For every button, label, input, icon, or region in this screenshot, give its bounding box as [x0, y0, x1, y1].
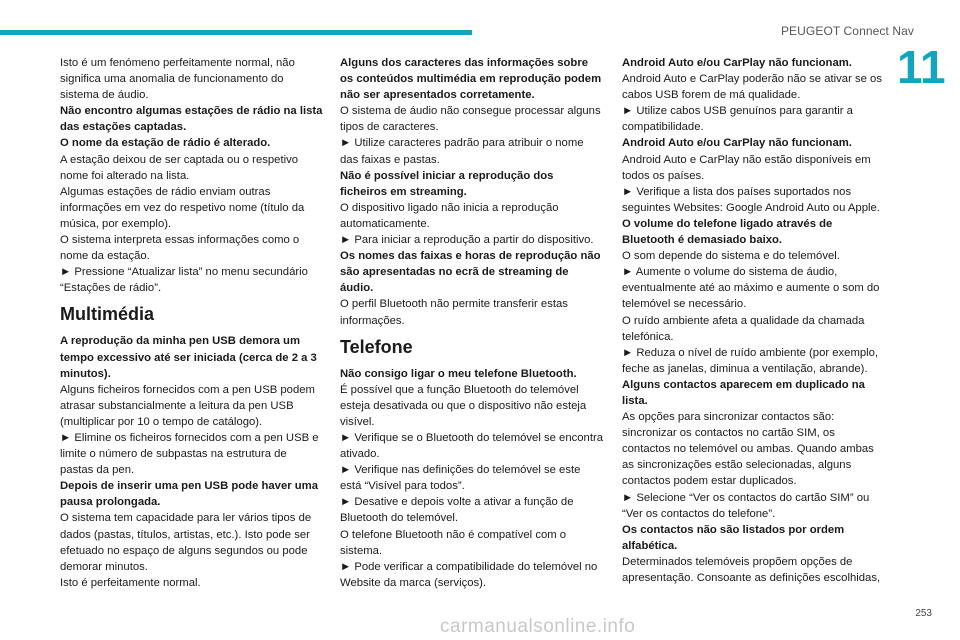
paragraph: As opções para sincronizar contactos são: sincronizar os contactos no cartão SIM, os contactos no telemóvel ou ambas. Quando ambas as sincronizações estão selecionadas, alguns contactos podem estar duplicados. [622, 411, 874, 488]
question-heading: Alguns contactos aparecem em duplicado na lista. [622, 378, 865, 407]
paragraph: ► Selecione “Ver os contactos do cartão SIM” ou “Ver os contactos do telefone”. [622, 491, 870, 520]
text-column-2 [340, 55, 603, 591]
paragraph: O sistema de áudio não consegue processar alguns tipos de caracteres. [340, 105, 601, 134]
question-heading: O nome da estação de rádio é alterado. [60, 137, 271, 150]
question-heading: Android Auto e/ou CarPlay não funcionam. [622, 57, 852, 69]
chapter-number: 11 [897, 41, 946, 93]
paragraph: Android Auto e CarPlay não estão disponíveis em todos os países. [622, 153, 871, 182]
question-heading: Os contactos não são listados por ordem alfabética. [622, 523, 845, 552]
header-accent-bar [0, 30, 472, 35]
paragraph: O sistema interpreta essas informações como o nome da estação. [60, 234, 300, 263]
text-column-1 [60, 55, 323, 591]
question-heading: A reprodução da minha pen USB demora um tempo excessivo até ser iniciada (cerca de 2 a 3 minutos). [60, 335, 317, 380]
paragraph: ► Utilize cabos USB genuínos para garantir a compatibilidade. [622, 105, 853, 134]
section-heading: Multimédia [60, 304, 155, 325]
question-heading: Não é possível iniciar a reprodução dos ficheiros em streaming. [340, 169, 554, 198]
question-heading: Não encontro algumas estações de rádio na lista das estações captadas. [60, 105, 323, 134]
paragraph: ► Verifique nas definições do telemóvel se este está “Visível para todos”. [340, 464, 581, 493]
question-heading: Android Auto e/ou CarPlay não funcionam. [622, 137, 852, 150]
paragraph: A estação deixou de ser captada ou o respetivo nome foi alterado na lista. [60, 153, 299, 182]
paragraph: É possível que a função Bluetooth do telemóvel esteja desativada ou que o dispositivo não esteja visível. [340, 383, 587, 428]
paragraph: ► Verifique se o Bluetooth do telemóvel se encontra ativado. [340, 431, 604, 461]
paragraph: Algumas estações de rádio enviam outras informações em vez do respetivo nome (título da música, por exemplo). [60, 185, 305, 230]
paragraph: ► Desative e depois volte a ativar a função de Bluetooth do telemóvel. [340, 496, 574, 525]
paragraph: ► Aumente o volume do sistema de áudio, eventualmente até ao máximo e aumente o som do telemóvel se necessário. [622, 266, 880, 311]
paragraph: ► Para iniciar a reprodução a partir do dispositivo. [340, 234, 594, 247]
watermark: carmanualsonline.info [440, 616, 636, 637]
paragraph: Alguns ficheiros fornecidos com a pen USB podem atrasar substancialmente a leitura da pen USB (multiplicar por 10 o tempo de catálogo). [60, 383, 315, 428]
running-header: PEUGEOT Connect Nav [780, 24, 914, 38]
paragraph: O ruído ambiente afeta a qualidade da chamada telefónica. [622, 314, 865, 343]
paragraph: O som depende do sistema e do telemóvel. [622, 250, 840, 263]
paragraph: ► Elimine os ficheiros fornecidos com a pen USB e limite o número de subpastas na estrutura de pastas da pen. [60, 431, 319, 477]
question-heading: Os nomes das faixas e horas de reprodução não são apresentadas no ecrã de streaming de áudio. [340, 250, 601, 295]
section-heading: Telefone [340, 336, 413, 357]
question-heading: Alguns dos caracteres das informações sobre os conteúdos multimédia em reprodução podem não ser apresentados corretamente. [340, 57, 602, 102]
text-column-3 [622, 55, 885, 586]
paragraph: Isto é perfeitamente normal. [60, 576, 201, 589]
paragraph: Isto é um fenómeno perfeitamente normal, não significa uma anomalia de funcionamento do sistema de áudio. [60, 57, 295, 102]
paragraph: Android Auto e CarPlay poderão não se ativar se os cabos USB forem de má qualidade. [622, 73, 882, 102]
paragraph: ► Verifique a lista dos países suportados nos seguintes Websites: Google Android Auto ou Apple. [622, 185, 880, 214]
question-heading: Depois de inserir uma pen USB pode haver uma pausa prolongada. [60, 480, 319, 509]
paragraph: ► Reduza o nível de ruído ambiente (por exemplo, feche as janelas, diminua a ventilação, abrande). [622, 346, 879, 375]
question-heading: O volume do telefone ligado através de Bluetooth é demasiado baixo. [622, 217, 833, 247]
paragraph: O dispositivo ligado não inicia a reprodução automaticamente. [340, 201, 559, 230]
page-number: 253 [915, 608, 932, 619]
paragraph: ► Pode verificar a compatibilidade do telemóvel no Website da marca (serviços). [340, 560, 598, 589]
paragraph: Determinados telemóveis propõem opções de apresentação. Consoante as definições escolhidas, [622, 555, 881, 584]
paragraph: O telefone Bluetooth não é compatível com o sistema. [340, 528, 567, 557]
paragraph: ► Pressione “Atualizar lista” no menu secundário “Estações de rádio”. [60, 266, 308, 295]
question-heading: Não consigo ligar o meu telefone Bluetooth. [340, 367, 577, 380]
paragraph: O sistema tem capacidade para ler vários tipos de dados (pastas, títulos, artistas, etc.). Isto pode ser efetuado no espaço de alguns segundos ou pode demorar minutos. [60, 512, 312, 573]
paragraph: O perfil Bluetooth não permite transferir estas informações. [340, 298, 568, 327]
paragraph: ► Utilize caracteres padrão para atribuir o nome das faixas e pastas. [340, 137, 584, 166]
